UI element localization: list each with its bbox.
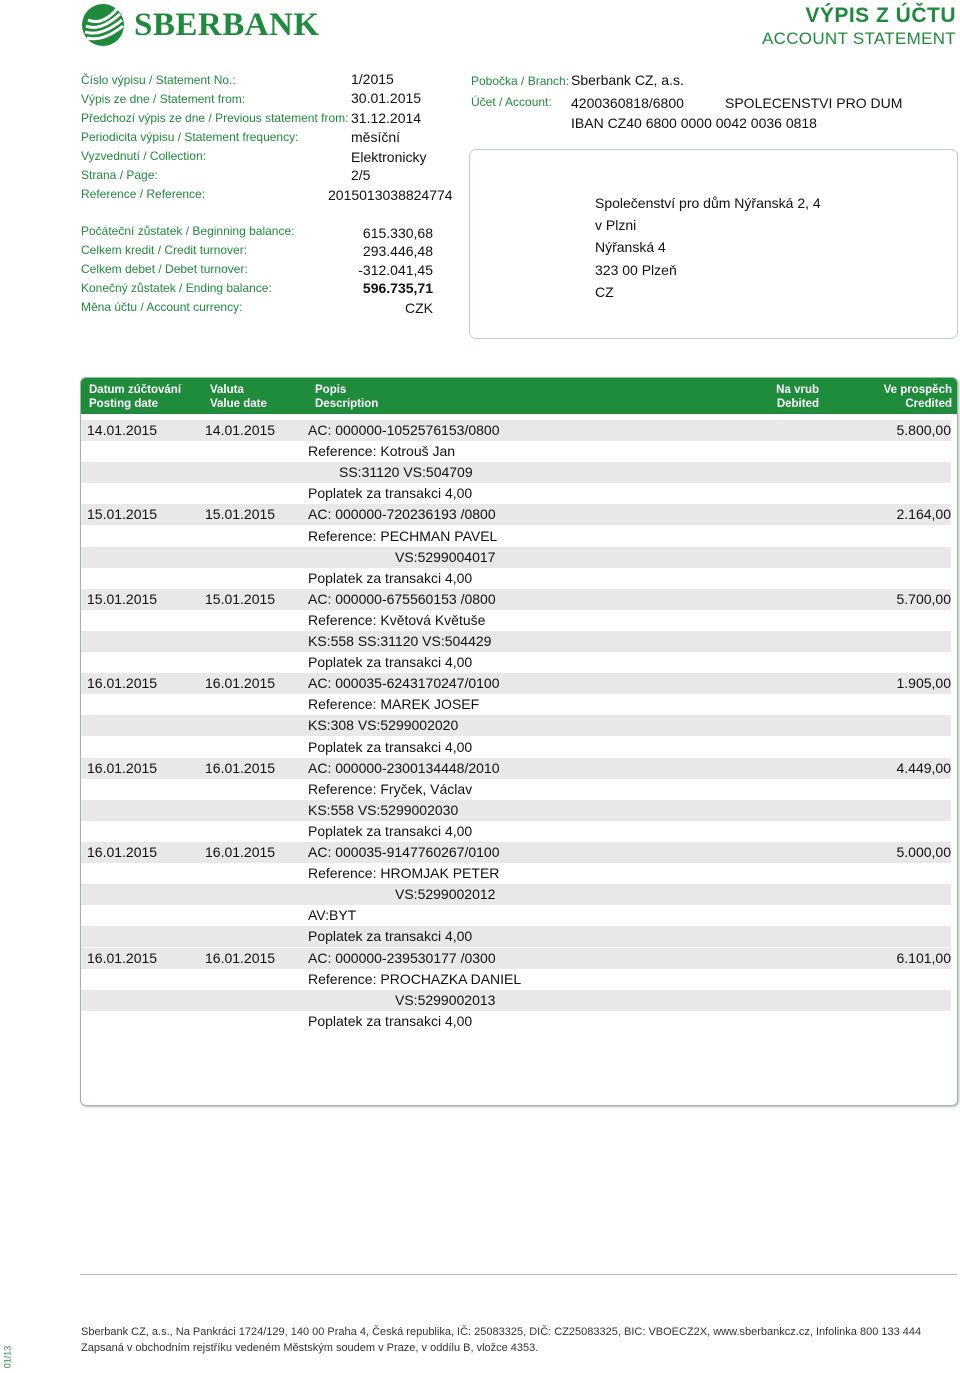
account-label: Účet / Account: (471, 95, 552, 109)
sberbank-logo-icon (80, 2, 126, 48)
description-fee: Poplatek za transakci 4,00 (308, 569, 473, 586)
header-debit-en: Debited (776, 398, 819, 410)
description-symbols: VS:5299004017 (395, 548, 496, 565)
footer-divider (80, 1274, 957, 1275)
description-ref: Reference: Fryček, Václav (308, 780, 473, 797)
posting-date: 15.01.2015 (87, 590, 158, 607)
description-ref: Reference: PROCHAZKA DANIEL (308, 970, 522, 987)
branch-label: Pobočka / Branch: (471, 74, 570, 88)
row-band (81, 547, 951, 568)
transactions-table (80, 377, 958, 1106)
value-date: 16.01.2015 (205, 675, 276, 692)
collection-value: Elektronicky (351, 149, 427, 165)
value-date: 16.01.2015 (205, 759, 276, 776)
reference-label: Reference / Reference: (81, 187, 206, 201)
header-value-cz: Valuta (210, 384, 244, 396)
table-header (81, 378, 957, 414)
header-posting-cz: Datum zúčtování (89, 384, 182, 396)
statement-from-value: 30.01.2015 (351, 90, 422, 106)
header-debited (776, 383, 819, 411)
address-line-3: Nýřanská 4 (595, 239, 666, 255)
credited-amount: 5.000,00 (896, 844, 951, 860)
row-band (81, 715, 951, 736)
page-label: Strana / Page: (81, 168, 158, 182)
previous-statement-value: 31.12.2014 (351, 110, 422, 126)
statement-from-label: Výpis ze dne / Statement from: (81, 92, 246, 106)
side-code: 01/13 (2, 1345, 13, 1369)
row-band (81, 800, 951, 821)
value-date: 15.01.2015 (205, 506, 276, 523)
header-description (315, 383, 378, 411)
header-credited (884, 383, 952, 411)
debet-turnover-label: Celkem debet / Debet turnover: (81, 262, 248, 276)
row-band (81, 631, 951, 652)
description-ref: Reference: Květová Květuše (308, 611, 486, 628)
description-ac: AC: 000000-675560153 /0800 (308, 590, 496, 607)
header-posting-date (89, 383, 181, 411)
value-date: 14.01.2015 (205, 422, 276, 438)
logo-text: SBERBANK (134, 6, 320, 43)
previous-statement-label: Předchozí výpis ze dne / Previous statement from: (81, 111, 349, 125)
document-title (762, 4, 956, 49)
description-fee: Poplatek za transakci 4,00 (308, 654, 473, 671)
description-fee: Poplatek za transakci 4,00 (308, 1012, 473, 1029)
description-ac: AC: 000000-720236193 /0800 (308, 506, 496, 523)
description-fee: Poplatek za transakci 4,00 (308, 738, 473, 755)
description-symbols: KS:558 SS:31120 VS:504429 (308, 633, 492, 649)
header-credit-en: Credited (905, 398, 952, 410)
sberbank-logo (80, 2, 320, 48)
page-value: 2/5 (351, 167, 371, 183)
title-cz: VÝPIS Z ÚČTU (805, 4, 956, 27)
ending-balance-value: 596.735,71 (362, 280, 433, 296)
row-band (81, 462, 951, 483)
statement-no-label: Číslo výpisu / Statement No.: (81, 73, 236, 87)
row-band (81, 884, 951, 905)
value-date: 16.01.2015 (205, 949, 276, 966)
description-ac: AC: 000000-239530177 /0300 (308, 949, 496, 966)
description-ac: AC: 000000-2300134448/2010 (308, 759, 500, 776)
ending-balance-label: Konečný zůstatek / Ending balance: (81, 281, 272, 295)
header-credit-cz: Ve prospěch (883, 384, 952, 396)
description-symbols: KS:308 VS:5299002020 (308, 717, 459, 734)
posting-date: 16.01.2015 (87, 844, 158, 860)
header-posting-en: Posting date (89, 398, 159, 410)
iban: IBAN CZ40 6800 0000 0042 0036 0818 (571, 115, 817, 131)
footer-line-1: Sberbank CZ, a.s., Na Pankráci 1724/129, 140 00 Praha 4, Česká republika, IČ: 25083325, DIČ: CZ25083325, BIC: VBOECZ2X, www.sberbankcz.cz, Infolinka 800 133 444 (81, 1326, 922, 1338)
description-fee: Poplatek za transakci 4,00 (308, 485, 473, 502)
posting-date: 15.01.2015 (87, 506, 158, 523)
beginning-balance-label: Počáteční zůstatek / Beginning balance: (81, 224, 295, 238)
description-extra: AV:BYT (308, 907, 357, 924)
description-ref: Reference: PECHMAN PAVEL (308, 527, 498, 544)
statement-no-value: 1/2015 (351, 71, 394, 87)
account-currency-label: Měna účtu / Account currency: (81, 300, 243, 314)
credited-amount: 5.700,00 (896, 590, 951, 607)
posting-date: 16.01.2015 (87, 759, 158, 776)
header-value-en: Value date (210, 398, 267, 410)
credit-turnover-value: 293.446,48 (362, 243, 433, 259)
footer-line-2: Zapsaná v obchodním rejstříku vedeném Městským soudem v Praze, v oddílu B, vložce 4353. (81, 1342, 539, 1354)
header-value-date (210, 383, 267, 411)
credited-amount: 1.905,00 (896, 675, 951, 692)
branch-value: Sberbank CZ, a.s. (571, 72, 684, 88)
address-line-5: CZ (595, 284, 614, 300)
credited-amount: 2.164,00 (896, 506, 951, 523)
credit-turnover-label: Celkem kredit / Credit turnover: (81, 243, 248, 257)
address-line-1: Společenství pro dům Nýřanská 2, 4 (595, 195, 821, 211)
description-symbols: VS:5299002012 (395, 886, 496, 903)
header-desc-cz: Popis (315, 384, 347, 396)
reference-value: 2015013038824774 (328, 187, 453, 203)
description-ref: Reference: HROMJAK PETER (308, 865, 500, 882)
description-fee: Poplatek za transakci 4,00 (308, 822, 473, 839)
debet-turnover-value: -312.041,45 (358, 262, 433, 278)
description-symbols: KS:558 VS:5299002030 (308, 801, 459, 818)
description-fee: Poplatek za transakci 4,00 (308, 928, 473, 945)
account-currency-value: CZK (405, 300, 433, 316)
collection-label: Vyzvednutí / Collection: (81, 149, 206, 163)
row-band (81, 926, 951, 947)
frequency-value: měsíční (351, 129, 401, 145)
header-debit-cz: Na vrub (776, 384, 819, 396)
row-band (81, 990, 951, 1011)
description-ac: AC: 000035-6243170247/0100 (308, 675, 500, 692)
frequency-label: Periodicita výpisu / Statement frequency: (81, 130, 299, 144)
address-line-2: v Plzni (595, 217, 637, 233)
title-en: ACCOUNT STATEMENT (762, 29, 956, 48)
value-date: 15.01.2015 (205, 590, 276, 607)
description-symbols: VS:5299002013 (395, 991, 496, 1008)
address-line-4: 323 00 Plzeň (595, 262, 677, 278)
value-date: 16.01.2015 (205, 844, 276, 860)
account-name: SPOLECENSTVI PRO DUM (725, 95, 903, 111)
beginning-balance-value: 615.330,68 (362, 225, 433, 241)
posting-date: 14.01.2015 (87, 422, 158, 438)
description-ac: AC: 000000-1052576153/0800 (308, 422, 500, 438)
account-number: 4200360818/6800 (571, 95, 684, 111)
posting-date: 16.01.2015 (87, 949, 158, 966)
description-ac: AC: 000035-9147760267/0100 (308, 844, 500, 860)
description-ref: Reference: Kotrouš Jan (308, 443, 456, 460)
credited-amount: 5.800,00 (896, 422, 951, 438)
address-box (469, 149, 958, 339)
credited-amount: 4.449,00 (896, 759, 951, 776)
header-desc-en: Description (315, 398, 379, 410)
posting-date: 16.01.2015 (87, 675, 158, 692)
description-ref: Reference: MAREK JOSEF (308, 696, 480, 713)
credited-amount: 6.101,00 (896, 949, 951, 966)
description-symbols: SS:31120 VS:504709 (339, 464, 473, 481)
